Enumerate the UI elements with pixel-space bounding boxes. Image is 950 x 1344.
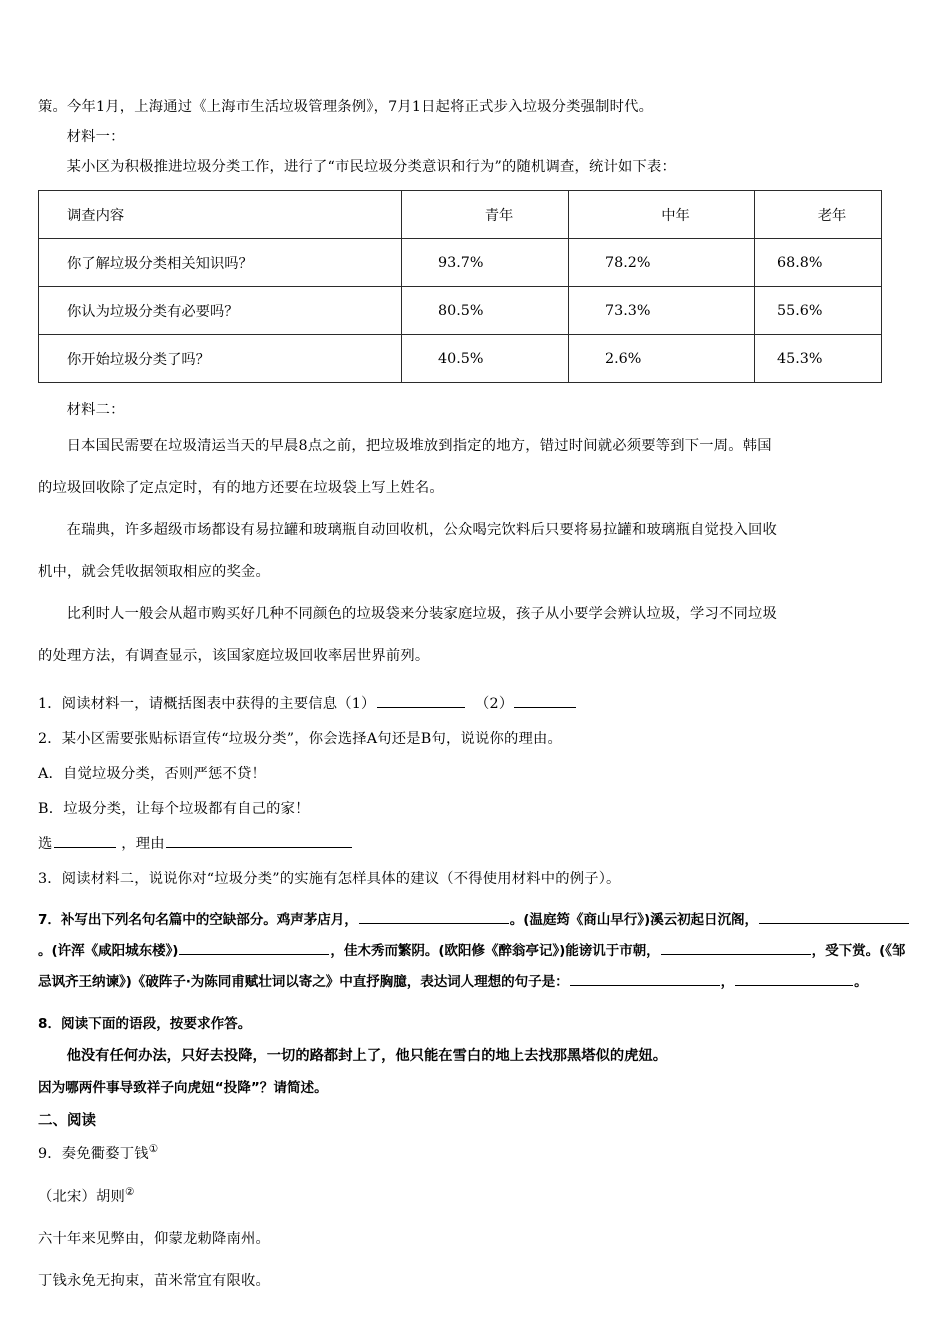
question-7-seg-1: 7．补写出下列名句名篇中的空缺部分。鸡声茅店月， <box>38 912 358 928</box>
material-two-line-6: 的处理方法，有调查显示，该国家庭垃圾回收率居世界前列。 <box>38 648 430 664</box>
reason-blank[interactable] <box>166 833 352 848</box>
answer-blank[interactable] <box>759 910 909 924</box>
choose-label: 选 <box>38 836 53 852</box>
material-two-line-3: 在瑞典，许多超级市场都设有易拉罐和玻璃瓶自动回收机，公众喝完饮料后只要将易拉罐和玻璃瓶自觉投入回收 <box>66 522 777 538</box>
author-name: （北宋）胡则 <box>38 1188 125 1205</box>
choice-blank[interactable] <box>54 833 116 848</box>
question-7 <box>38 905 912 998</box>
poem-line: 丁钱永免无拘束，苗米常宜有限收。 <box>38 1272 270 1289</box>
row-value-old: 45.3% <box>755 335 882 383</box>
option-b: B．垃圾分类，让每个垃圾都有自己的家！ <box>38 801 310 817</box>
survey-table <box>38 190 882 383</box>
footnote-marker-2: ② <box>124 1185 135 1198</box>
row-value-middle: 73.3% <box>569 287 755 335</box>
table-header-middle: 中年 <box>569 191 755 239</box>
answer-blank[interactable] <box>377 693 465 708</box>
row-value-middle: 78.2% <box>569 239 755 287</box>
material-two-line-5: 比利时人一般会从超市购买好几种不同颜色的垃圾袋来分装家庭垃圾，孩子从小要学会辨认垃圾，学习不同垃圾 <box>66 606 777 622</box>
material-two-line-2: 的垃圾回收除了定点定时，有的地方还要在垃圾袋上写上姓名。 <box>38 480 444 496</box>
answer-blank[interactable] <box>359 910 509 924</box>
answer-blank[interactable] <box>661 941 811 955</box>
row-value-middle: 2.6% <box>569 335 755 383</box>
answer-blank[interactable] <box>514 693 576 708</box>
question-1-mid: （2） <box>475 696 514 712</box>
question-8-ask: 因为哪两件事导致祥子向虎妞“投降”？请简述。 <box>38 1080 328 1096</box>
poem-line: 六十年来见弊由，仰蒙龙勅降南州。 <box>38 1230 270 1247</box>
section-two-title: 二、阅读 <box>38 1113 96 1129</box>
row-question: 你了解垃圾分类相关知识吗？ <box>39 239 402 287</box>
question-3: 3．阅读材料二，说说你对“垃圾分类”的实施有怎样具体的建议（不得使用材料中的例子）。 <box>38 871 621 887</box>
answer-blank[interactable] <box>179 941 329 955</box>
row-question: 你认为垃圾分类有必要吗？ <box>39 287 402 335</box>
table-header-row <box>39 191 882 239</box>
question-9-title <box>38 1134 912 1169</box>
intro-paragraph: 策。今年1月，上海通过《上海市生活垃圾管理条例》，7月1日起将正式步入垃圾分类强制时代。 <box>38 99 654 115</box>
table-row <box>39 335 882 383</box>
row-value-old: 55.6% <box>755 287 882 335</box>
question-2: 2．某小区需要张贴标语宣传“垃圾分类”，你会选择A句还是B句，说说你的理由。 <box>38 731 562 747</box>
choose-reason-row <box>38 827 912 862</box>
row-value-youth: 40.5% <box>402 335 569 383</box>
question-1 <box>38 687 912 722</box>
question-7-seg-6: ， <box>720 974 735 990</box>
answer-blank[interactable] <box>570 972 720 986</box>
reason-label: ，理由 <box>121 836 165 852</box>
table-row <box>39 287 882 335</box>
material-two-label: 材料二： <box>66 402 125 418</box>
material-one-intro: 某小区为积极推进垃圾分类工作，进行了“市民垃圾分类意识和行为”的随机调查，统计如下表： <box>66 159 676 175</box>
material-one-label: 材料一： <box>66 129 125 145</box>
question-7-seg-3: 。(许浑《咸阳城东楼》) <box>38 943 179 959</box>
question-1-prefix: 1．阅读材料一，请概括图表中获得的主要信息（1） <box>38 696 376 712</box>
question-9-author <box>38 1175 912 1214</box>
row-value-youth: 93.7% <box>402 239 569 287</box>
question-7-seg-4: ，佳木秀而繁阴。(欧阳修《醉翁亭记》)能谤讥于市朝， <box>330 943 660 959</box>
table-header-old: 老年 <box>755 191 882 239</box>
table-header-youth: 青年 <box>402 191 569 239</box>
question-8-head: 8．阅读下面的语段，按要求作答。 <box>38 1016 252 1032</box>
table-header-content: 调查内容 <box>39 191 402 239</box>
option-a: A．自觉垃圾分类，否则严惩不贷！ <box>38 766 266 782</box>
question-9-title-text: 9．奏免衢婺丁钱 <box>38 1145 149 1162</box>
question-7-seg-5: ，受下赏。(《邹忌讽齐王纳谏》)《破阵子·为陈同甫赋壮词以寄之》中直抒胸臆，表达词人理想的句子是： <box>38 943 906 990</box>
row-value-youth: 80.5% <box>402 287 569 335</box>
material-two-line-1: 日本国民需要在垃圾清运当天的早晨8点之前，把垃圾堆放到指定的地方，错过时间就必须要等到下一周。韩国 <box>66 438 772 454</box>
row-value-old: 68.8% <box>755 239 882 287</box>
footnote-marker-1: ① <box>148 1143 159 1155</box>
question-7-seg-7: 。 <box>854 974 868 990</box>
question-8-quote: 他没有任何办法，只好去投降，一切的路都封上了，他只能在雪白的地上去找那黑塔似的虎妞。 <box>66 1048 668 1064</box>
material-two-line-4: 机中，就会凭收据领取相应的奖金。 <box>38 564 270 580</box>
question-7-seg-2: 。(温庭筠《商山早行》)溪云初起日沉阁， <box>509 912 759 928</box>
answer-blank[interactable] <box>735 972 853 986</box>
table-row <box>39 239 882 287</box>
row-question: 你开始垃圾分类了吗？ <box>39 335 402 383</box>
